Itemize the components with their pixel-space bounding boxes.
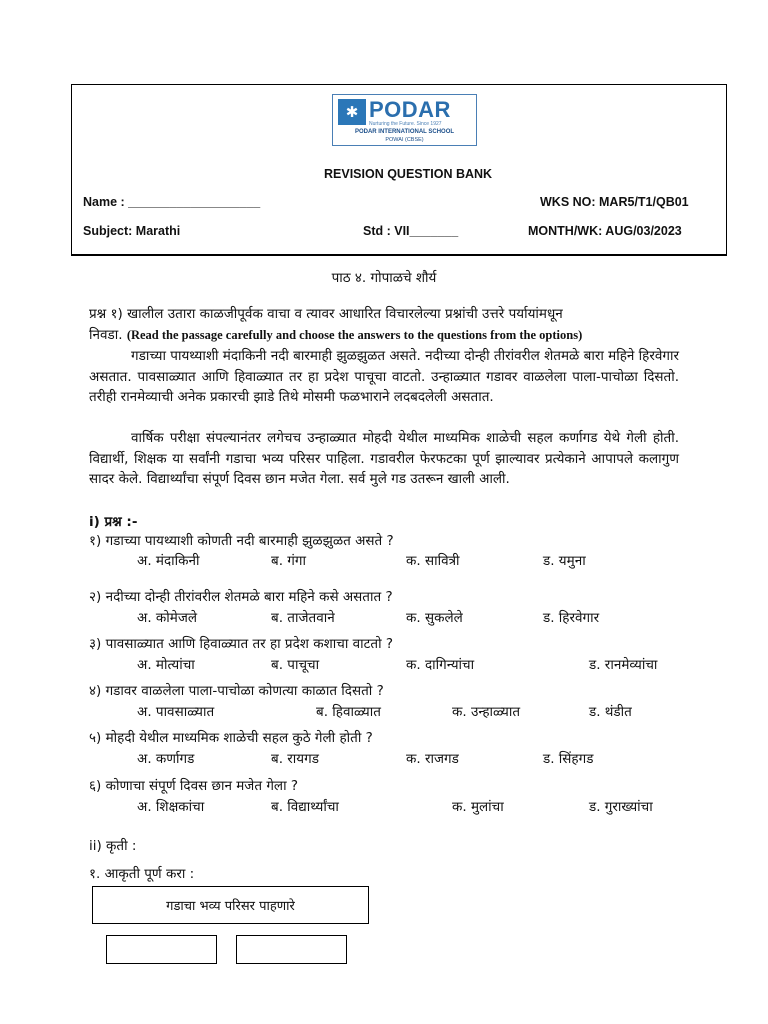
question-1: १) गडाच्या पायथ्याशी कोणती नदी बारमाही झुळझुळत असते ? — [89, 533, 394, 549]
question-5: ५) मोहदी येथील माध्यमिक शाळेची सहल कुठे गेली होती ? — [89, 730, 373, 746]
logo-word: PODAR — [369, 97, 451, 122]
activity-answer-box-1 — [106, 935, 217, 964]
document-title: REVISION QUESTION BANK — [324, 167, 493, 181]
activity-answer-box-2 — [236, 935, 347, 964]
q4-option-b: ब. हिवाळ्यात — [316, 704, 381, 720]
q2-option-b: ब. ताजेतवाने — [271, 610, 335, 626]
q1-option-a: अ. मंदाकिनी — [137, 553, 200, 569]
lesson-title: पाठ ४. गोपाळचे शौर्य — [331, 270, 437, 286]
q5-option-a: अ. कर्णागड — [137, 751, 195, 767]
q5-option-d: ड. सिंहगड — [543, 751, 594, 767]
logo-school-name: PODAR INTERNATIONAL SCHOOL — [354, 129, 455, 135]
q5-option-c: क. राजगड — [406, 751, 459, 767]
school-logo — [332, 94, 477, 146]
std-field: Std : VII_______ — [363, 224, 459, 238]
activity-instruction: १. आकृती पूर्ण करा : — [89, 866, 195, 882]
instruction-line-2 — [89, 325, 582, 343]
question-2: २) नदीच्या दोन्ही तीरांवरील शेतमळे बारा महिने कसे असतात ? — [89, 589, 393, 605]
header-box — [71, 84, 727, 256]
q6-option-a: अ. शिक्षकांचा — [137, 799, 205, 815]
q1-option-d: ड. यमुना — [543, 553, 586, 569]
name-field: Name : ___________________ — [83, 195, 261, 209]
q2-option-a: अ. कोमेजले — [137, 610, 198, 626]
passage-paragraph-1: गडाच्या पायथ्याशी मंदाकिनी नदी बारमाही झुळझुळत असते. नदीच्या दोन्ही तीरांवरील शेतमळे बारा महिने हिरवेगार असतात. पावसाळ्यात आणि हिवाळ्यात तर हा प्रदेश पाचूचा वाटतो. उन्हाळ्यात गडावर वाळलेला पाला-पाचोळा दिसतो. तरीही रानमेव्याची अनेक प्रकारची झाडे तिथे मोसमी फळभाराने लदबदलेली असतात. — [89, 348, 679, 405]
q3-option-b: ब. पाचूचा — [271, 657, 320, 673]
q3-option-d: ड. रानमेव्यांचा — [589, 657, 658, 673]
q4-option-c: क. उन्हाळ्यात — [452, 704, 521, 720]
q4-option-a: अ. पावसाळ्यात — [137, 704, 215, 720]
q2-option-d: ड. हिरवेगार — [543, 610, 600, 626]
section-questions-heading: i) प्रश्न :- — [89, 514, 138, 530]
q4-option-d: ड. थंडीत — [589, 704, 632, 720]
q2-option-c: क. सुकलेले — [406, 610, 463, 626]
q3-option-c: क. दागिन्यांचा — [406, 657, 475, 673]
q6-option-c: क. मुलांचा — [452, 799, 504, 815]
q1-option-b: ब. गंगा — [271, 553, 306, 569]
q3-option-a: अ. मोत्यांचा — [137, 657, 195, 673]
instruction-marathi: निवडा. — [89, 327, 123, 343]
instruction-english: (Read the passage carefully and choose the answers to the questions from the options) — [126, 328, 583, 342]
section-activity-heading: ii) कृती : — [89, 838, 137, 854]
month-week-field: MONTH/WK: AUG/03/2023 — [528, 224, 682, 238]
subject-field: Subject: Marathi — [83, 224, 181, 238]
q5-option-b: ब. रायगड — [271, 751, 319, 767]
logo-tagline: Nurturing the Future. Since 1927 — [369, 121, 442, 127]
instruction-line-1: प्रश्न १) खालील उतारा काळजीपूर्वक वाचा व त्यावर आधारित विचारलेल्या प्रश्नांची उत्तरे पर्यायांमधून — [89, 306, 563, 322]
q6-option-b: ब. विद्यार्थ्यांचा — [271, 799, 339, 815]
q6-option-d: ड. गुराख्यांचा — [589, 799, 653, 815]
activity-main-box — [92, 886, 369, 924]
activity-main-box-label: गडाचा भव्य परिसर पाहणारे — [166, 899, 295, 914]
question-4: ४) गडावर वाळलेला पाला-पाचोळा कोणत्या काळात दिसतो ? — [89, 683, 384, 699]
q1-option-c: क. सावित्री — [406, 553, 460, 569]
logo-branch: POWAI (CBSE) — [385, 137, 424, 143]
question-6: ६) कोणाचा संपूर्ण दिवस छान मजेत गेला ? — [89, 778, 299, 794]
passage-paragraph-2: वार्षिक परीक्षा संपल्यानंतर लगेचच उन्हाळ्यात मोहदी येथील माध्यमिक शाळेची सहल कर्णागड येथे गेली होती. विद्यार्थी, शिक्षक या सर्वांनी गडाचा भव्य परिसर पाहिला. गडावरील फेरफटका पूर्ण झाल्यावर प्रत्येकाने आपापले कलागुण सादर केले. विद्यार्थ्यांचा संपूर्ण दिवस छान मजेत गेला. सर्व मुले गड उतरून खाली आली. — [89, 430, 679, 487]
question-3: ३) पावसाळ्यात आणि हिवाळ्यात तर हा प्रदेश कशाचा वाटतो ? — [89, 636, 394, 652]
logo-emblem-icon: ✱ — [338, 99, 366, 125]
wks-number: WKS NO: MAR5/T1/QB01 — [540, 195, 689, 209]
